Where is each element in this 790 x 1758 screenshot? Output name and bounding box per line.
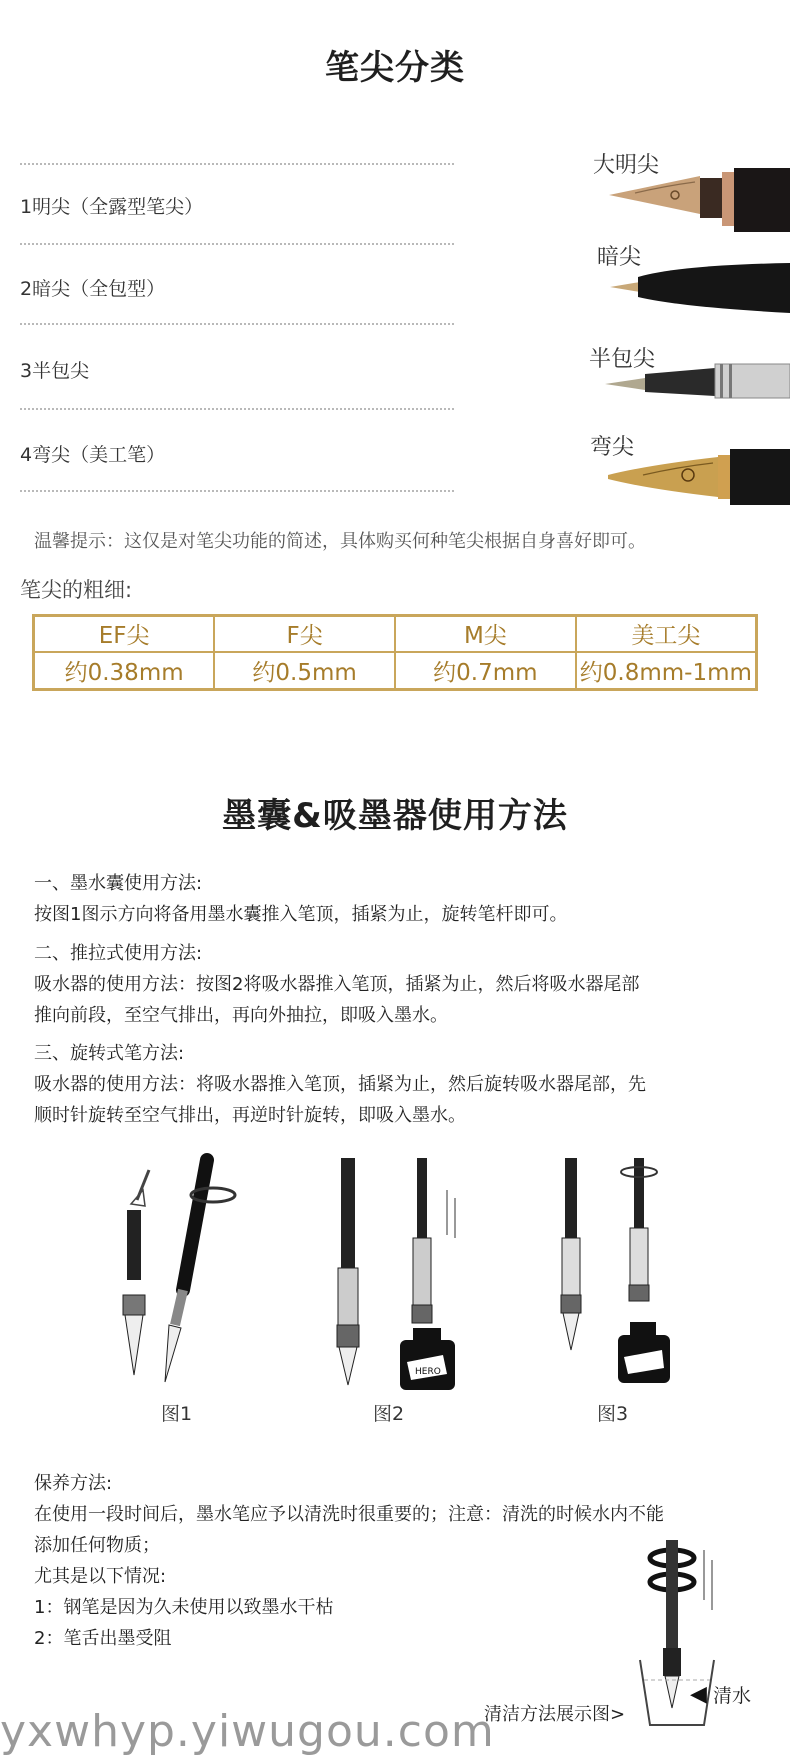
nib-label: 暗尖 (597, 245, 642, 270)
method-1 (34, 868, 567, 930)
watermark: yxwhyp.yiwugou.com (0, 1706, 495, 1757)
size-header-cell: M尖 (395, 616, 576, 652)
figure-1-illustration (115, 1150, 255, 1390)
method-line: 推向前段，至空气排出，再向外抽拉，即吸入墨水。 (34, 1005, 448, 1026)
method-heading: 一、墨水囊使用方法: (34, 873, 203, 894)
method-line: 按图1图示方向将备用墨水囊推入笔顶，插紧为止，旋转笔杆即可。 (34, 904, 568, 925)
figure-3-illustration (550, 1150, 680, 1390)
bent-nib-pen-image (608, 445, 790, 510)
method-2 (34, 938, 639, 1031)
method-line: 吸水器的使用方法：将吸水器推入笔顶，插紧为止，然后旋转吸水器尾部，先 (34, 1074, 646, 1095)
care-line: 2：笔舌出墨受阻 (34, 1628, 172, 1649)
method-heading: 二、推拉式使用方法: (34, 943, 203, 964)
nib-size-table (32, 614, 758, 691)
method-line: 吸水器的使用方法：按图2将吸水器推入笔顶，插紧为止，然后将吸水器尾部 (34, 974, 640, 995)
size-value-cell: 约0.8mm-1mm (576, 652, 757, 690)
method-3 (34, 1038, 646, 1131)
size-header-cell: 美工尖 (576, 616, 757, 652)
divider (20, 323, 454, 325)
hooded-nib-pen-image (610, 255, 790, 315)
care-heading: 保养方法: (34, 1473, 113, 1494)
divider (20, 163, 454, 165)
tip-note: 温馨提示：这仅是对笔尖功能的简述，具体购买何种笔尖根据自身喜好即可。 (34, 531, 646, 552)
care-line: 尤其是以下情况: (34, 1566, 167, 1587)
nib-type-item: 2暗尖（全包型） (20, 278, 166, 300)
nib-label: 大明尖 (593, 153, 660, 178)
ink-bottle-label: HERO (415, 1367, 441, 1377)
care-line: 添加任何物质； (34, 1535, 160, 1556)
arrow-left-icon: ◀ (690, 1682, 707, 1707)
care-line: 1：钢笔是因为久未使用以致墨水干枯 (34, 1597, 334, 1618)
figure-caption: 图2 (373, 1403, 405, 1425)
section-title-nib-types: 笔尖分类 (325, 48, 465, 88)
divider (20, 408, 454, 410)
nib-size-heading: 笔尖的粗细: (20, 578, 133, 602)
section-title-converter-usage: 墨囊&吸墨器使用方法 (222, 796, 568, 836)
divider (20, 243, 454, 245)
size-header-cell: EF尖 (34, 616, 215, 652)
figure-caption: 图1 (161, 1403, 193, 1425)
open-nib-pen-image (605, 168, 790, 238)
figure-2-illustration (325, 1150, 475, 1395)
nib-type-item: 1明尖（全露型笔尖） (20, 196, 204, 218)
water-label: 清水 (713, 1685, 752, 1707)
care-section (34, 1468, 664, 1654)
cleaning-diagram-caption: 清洁方法展示图> (484, 1704, 626, 1725)
method-heading: 三、旋转式笔方法: (34, 1043, 185, 1064)
care-line: 在使用一段时间后，墨水笔应予以清洗时很重要的；注意：清洗的时候水内不能 (34, 1504, 664, 1525)
semi-hooded-nib-pen-image (605, 358, 790, 403)
method-line: 顺时针旋转至空气排出，再逆时针旋转，即吸入墨水。 (34, 1105, 466, 1126)
nib-type-item: 4弯尖（美工笔） (20, 444, 166, 466)
divider (20, 490, 454, 492)
size-value-cell: 约0.7mm (395, 652, 576, 690)
nib-type-item: 3半包尖 (20, 360, 90, 382)
figure-caption: 图3 (597, 1403, 629, 1425)
nib-label: 弯尖 (590, 435, 635, 460)
nib-label: 半包尖 (589, 347, 656, 372)
size-header-cell: F尖 (214, 616, 395, 652)
size-value-cell: 约0.5mm (214, 652, 395, 690)
size-value-cell: 约0.38mm (34, 652, 215, 690)
